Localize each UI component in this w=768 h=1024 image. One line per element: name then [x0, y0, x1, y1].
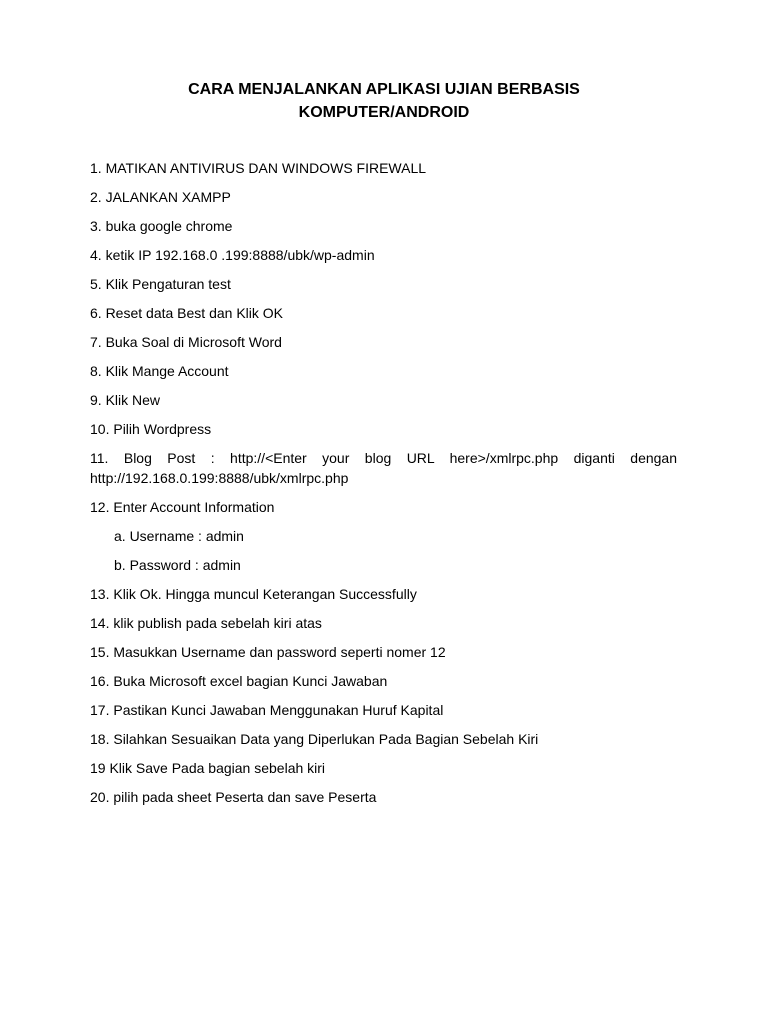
title-line-1: CARA MENJALANKAN APLIKASI UJIAN BERBASIS — [188, 81, 580, 98]
step-20: 20. pilih pada sheet Peserta dan save Peserta — [90, 789, 377, 805]
step-8: 8. Klik Mange Account — [90, 363, 229, 379]
step-19: 19 Klik Save Pada bagian sebelah kiri — [90, 760, 326, 776]
step-12a-username: a. Username : admin — [114, 528, 244, 544]
document-title — [0, 78, 768, 124]
step-12: 12. Enter Account Information — [90, 499, 275, 515]
step-10: 10. Pilih Wordpress — [90, 421, 212, 437]
step-14: 14. klik publish pada sebelah kiri atas — [90, 615, 322, 631]
step-6: 6. Reset data Best dan Klik OK — [90, 305, 283, 321]
steps-list — [90, 158, 677, 816]
step-13: 13. Klik Ok. Hingga muncul Keterangan Successfully — [90, 586, 417, 602]
step-18: 18. Silahkan Sesuaikan Data yang Diperlukan Pada Bagian Sebelah Kiri — [90, 731, 539, 747]
step-9: 9. Klik New — [90, 392, 161, 408]
step-1: 1. MATIKAN ANTIVIRUS DAN WINDOWS FIREWALL — [90, 160, 427, 176]
step-17: 17. Pastikan Kunci Jawaban Menggunakan Huruf Kapital — [90, 702, 444, 718]
step-12b-password: b. Password : admin — [114, 557, 241, 573]
step-7: 7. Buka Soal di Microsoft Word — [90, 334, 282, 350]
step-3: 3. buka google chrome — [90, 218, 233, 234]
step-16: 16. Buka Microsoft excel bagian Kunci Jawaban — [90, 673, 388, 689]
step-11: 11. Blog Post : http://<Enter your blog URL here>/xmlrpc.php diganti dengan http://192.168.0.199:8888/ubk/xmlrpc.php — [90, 450, 677, 486]
title-line-2: KOMPUTER/ANDROID — [298, 104, 470, 121]
step-15: 15. Masukkan Username dan password seperti nomer 12 — [90, 644, 446, 660]
step-4: 4. ketik IP 192.168.0 .199:8888/ubk/wp-admin — [90, 247, 375, 263]
step-5: 5. Klik Pengaturan test — [90, 276, 231, 292]
step-2: 2. JALANKAN XAMPP — [90, 189, 231, 205]
